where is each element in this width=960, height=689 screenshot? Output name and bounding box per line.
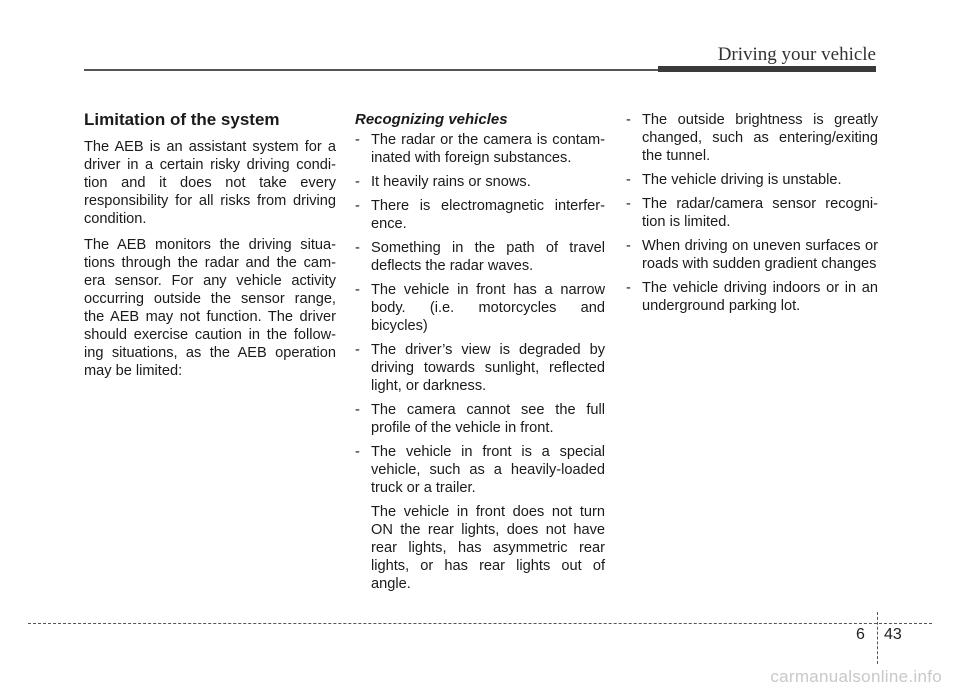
watermark: carmanualsonline.info [770, 667, 942, 686]
column-limitation [84, 110, 336, 388]
column-conditions [626, 111, 878, 321]
list-item: - The vehicle in front is a special vehicle, such as a heavily-loaded truck or a trailer. [355, 444, 605, 496]
list-item: - The radar/camera sensor recogni- tion is limited. [626, 196, 878, 230]
list-item: - It heavily rains or snows. [355, 174, 531, 190]
list-item: - The vehicle in front has a narrow body. (i.e. motorcycles and bicycles) [355, 282, 605, 334]
list-item: - Something in the path of travel deflects the radar waves. [355, 240, 605, 274]
list-item: - There is electromagnetic interfer- ence. [355, 198, 605, 232]
list-item: - When driving on uneven surfaces or roads with sudden gradient changes [626, 238, 878, 272]
paragraph-intro: The AEB is an assistant system for a driver in a certain risky driving condi- tion and it does not take every responsibility for all risks from driving condition. [84, 139, 336, 227]
list-item: - The camera cannot see the full profile of the vehicle in front. [355, 402, 605, 436]
page-number-divider [877, 612, 878, 664]
list-item: - The outside brightness is greatly changed, such as entering/exiting the tunnel. [626, 112, 878, 164]
chapter-number: 6 [856, 626, 865, 643]
footer-rule [28, 623, 932, 624]
column-recognizing [355, 111, 605, 593]
conditions-list [626, 111, 878, 315]
subsection-heading: Recognizing vehicles [355, 111, 508, 128]
paragraph-monitoring: The AEB monitors the driving situa- tions through the radar and the cam- era sensor. For any vehicle activity occurring outside the sensor range, the AEB may not function. The driver should exercise caution in the follow- ing situations, as the AEB operation may be limited: [84, 237, 336, 379]
page-number: 43 [884, 626, 902, 643]
section-heading: Limitation of the system [84, 110, 280, 129]
rear-lights-note: The vehicle in front does not turn ON the rear lights, does not have rear lights, has asymmetric rear lights, or has rear lights out of angle. [371, 504, 605, 592]
list-item: - The radar or the camera is contam- inated with foreign substances. [355, 132, 605, 166]
recognizing-list [355, 131, 605, 497]
running-header-title: Driving your vehicle [717, 44, 876, 65]
header-accent-bar [658, 66, 876, 72]
list-item: - The vehicle driving is unstable. [626, 172, 842, 188]
list-item: - The vehicle driving indoors or in an underground parking lot. [626, 280, 878, 314]
list-item: - The driver’s view is degraded by driving towards sunlight, reflected light, or darkness. [355, 342, 605, 394]
